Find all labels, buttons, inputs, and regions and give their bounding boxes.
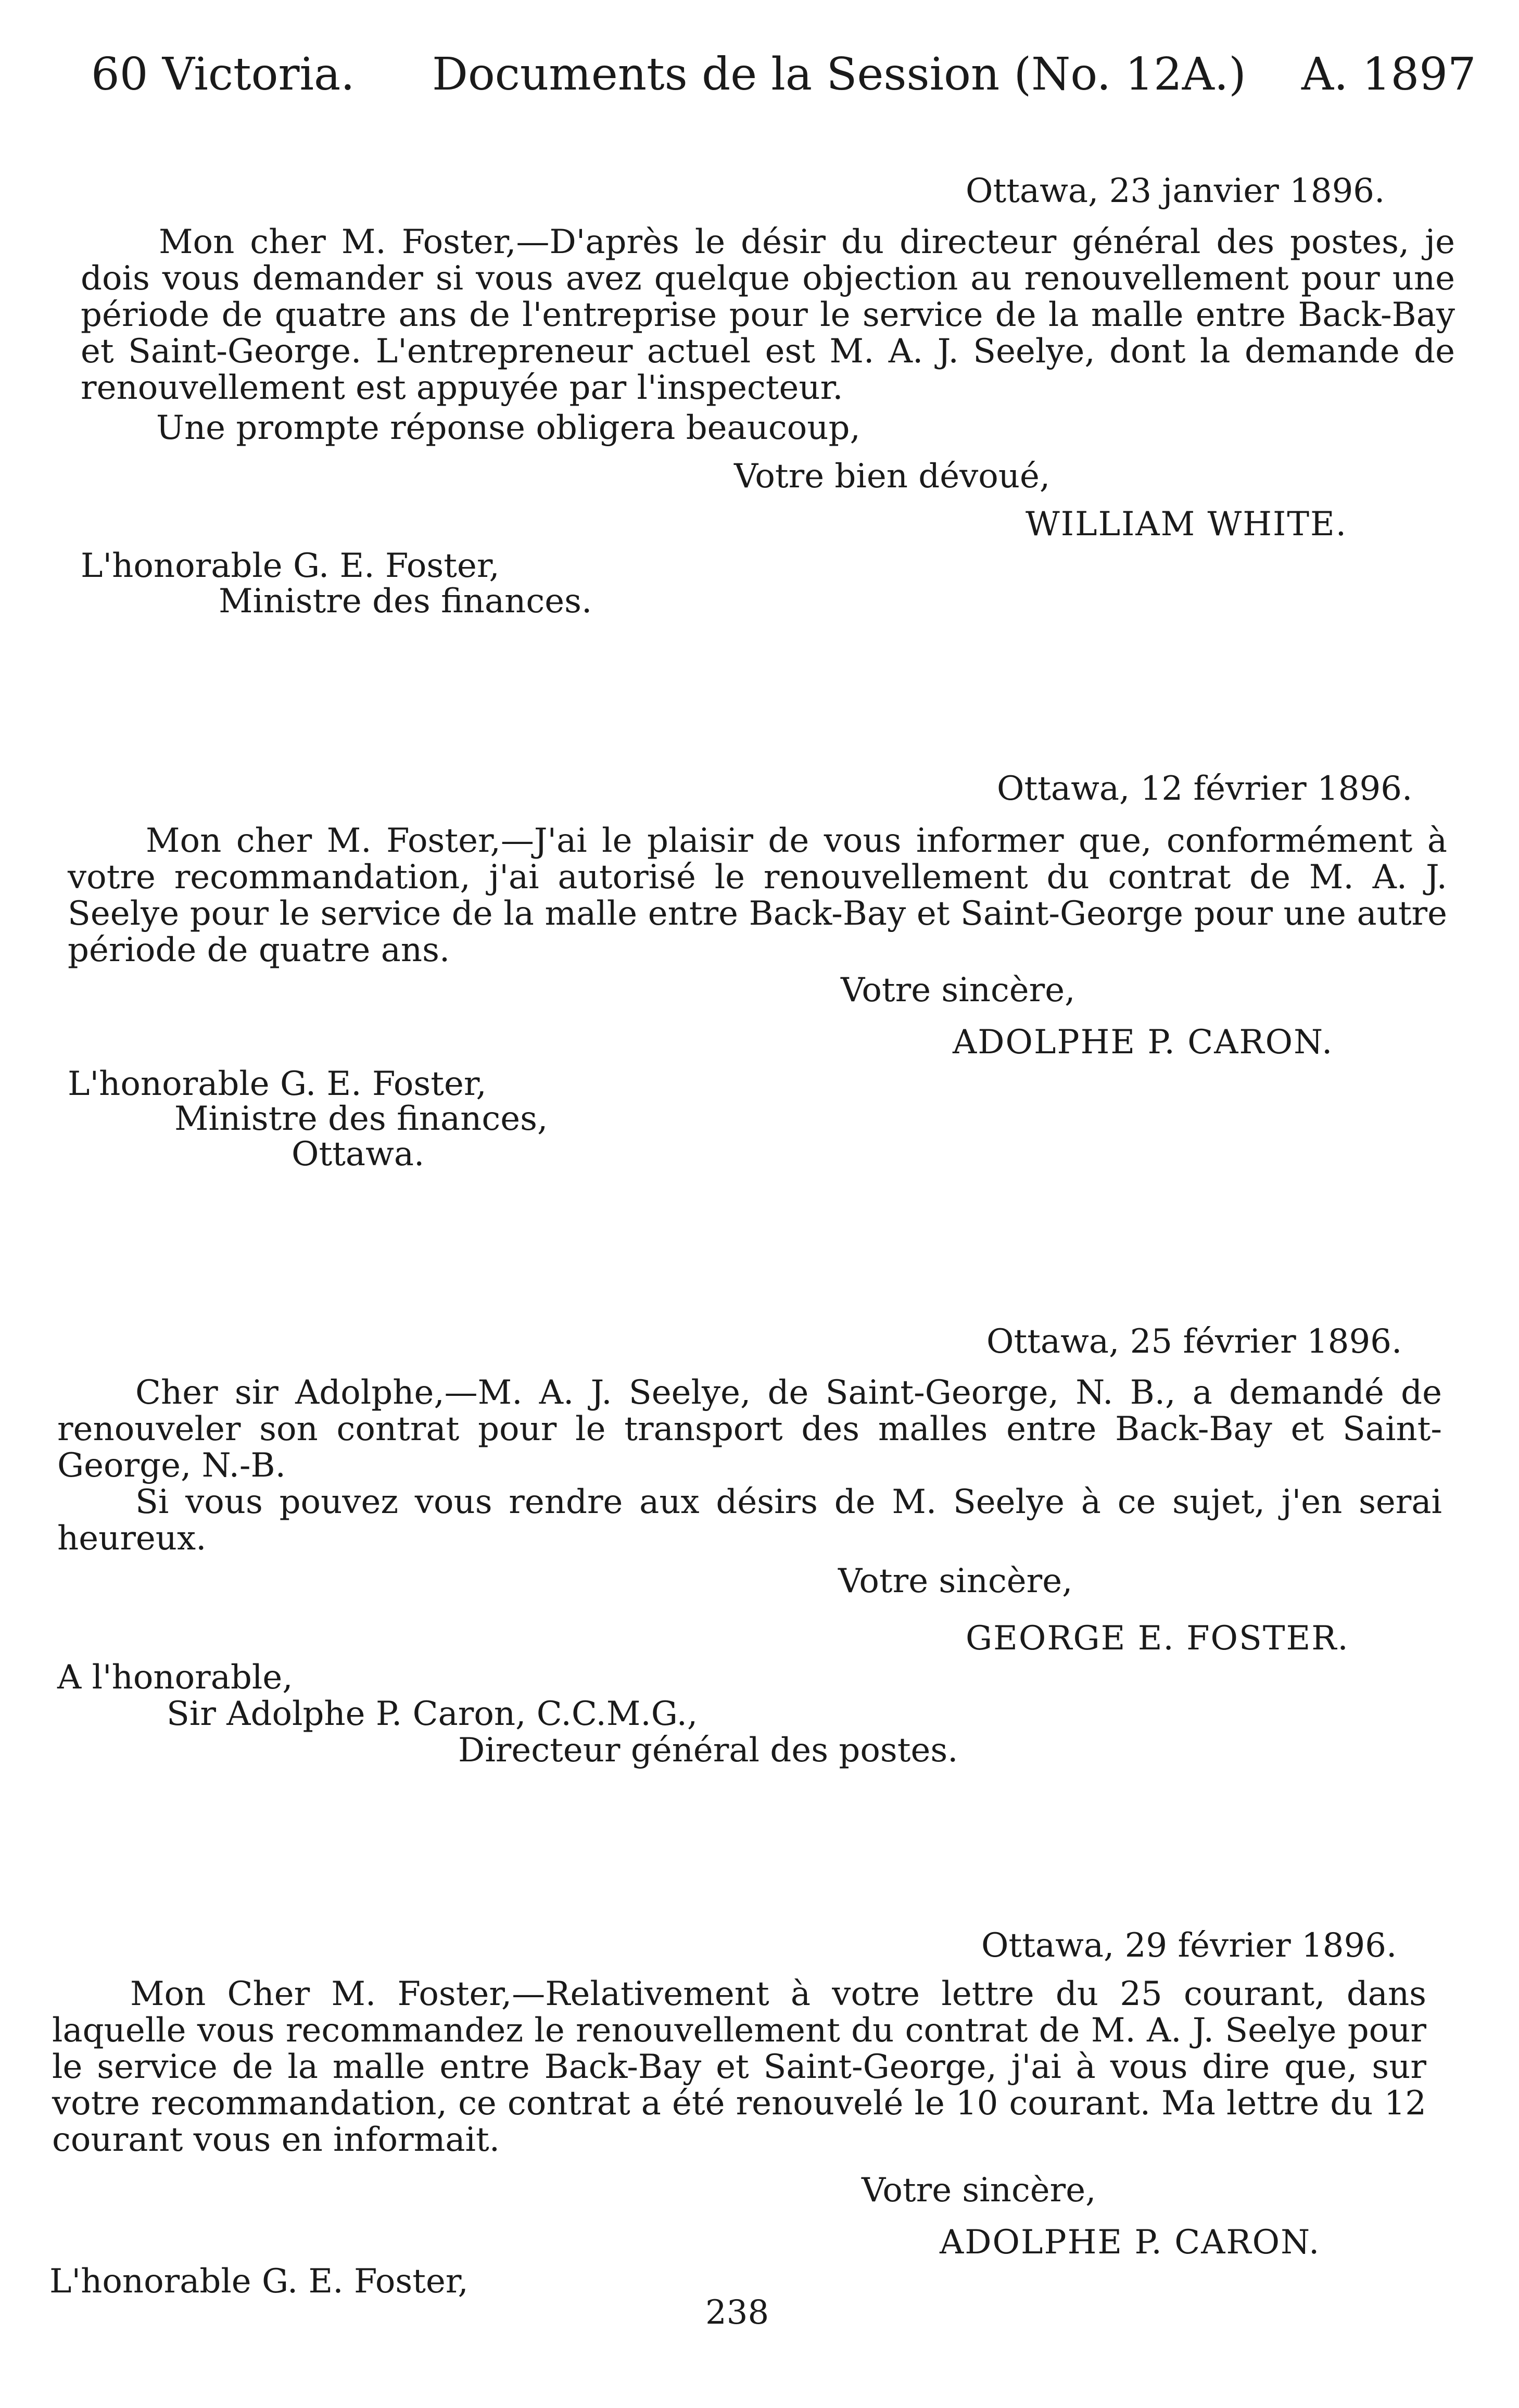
letter-body: Mon cher M. Foster,—J'ai le plaisir de vous informer que, conformément à votre recommandation, j'ai autorisé le renouvellement du contrat de M. A. J. Seelye pour le service de la malle entre Back-Bay et Saint-George pour une autre période de quatre ans.: [68, 822, 1447, 969]
letter-closing: Votre sincère,: [841, 971, 1075, 1010]
header-title: Documents de la Session (No. 12A.): [432, 48, 1246, 100]
letter-closing: Votre bien dévoué,: [734, 457, 1050, 496]
letter-closing: Votre sincère,: [838, 1562, 1073, 1600]
letter-signature: ADOLPHE P. CARON.: [940, 2223, 1321, 2262]
letter-address-line: Ministre des finances,: [174, 1100, 548, 1138]
letter-address-line: Directeur général des postes.: [458, 1731, 958, 1770]
page-number: 238: [705, 2293, 769, 2332]
letter-signature: ADOLPHE P. CARON.: [953, 1023, 1334, 1062]
letter-signature: WILLIAM WHITE.: [1026, 505, 1348, 544]
letter-date: Ottawa, 23 janvier 1896.: [966, 172, 1385, 210]
letter-address-line: A l'honorable,: [57, 1658, 293, 1697]
letter-closing: Votre sincère,: [862, 2171, 1096, 2210]
letter-signature: GEORGE E. FOSTER.: [966, 1619, 1349, 1658]
header-year: A. 1897: [1301, 48, 1476, 100]
letter-body: Mon cher M. Foster,—D'après le désir du directeur général des postes, je dois vous demander si vous avez quelque objection au renouvellement pour une période de quatre ans de l'entreprise pour le service de la malle entre Back-Bay et Saint-George. L'entrepreneur actuel est M. A. J. Seelye, dont la demande de renouvellement est appuyée par l'inspecteur.: [81, 223, 1455, 407]
letter-address-line: L'honorable G. E. Foster,: [68, 1065, 487, 1103]
letter-address-line: Ottawa.: [292, 1135, 425, 1174]
letter-address-line: L'honorable G. E. Foster,: [49, 2262, 469, 2301]
letter-body-2: Une prompte réponse obligera beaucoup,: [156, 409, 860, 447]
letter-address-line: Ministre des finances.: [219, 582, 592, 621]
letter-date: Ottawa, 25 février 1896.: [986, 1322, 1402, 1361]
letter-address-line: Sir Adolphe P. Caron, C.C.M.G.,: [167, 1695, 698, 1733]
letter-body: Cher sir Adolphe,—M. A. J. Seelye, de Saint-George, N. B., a demandé de renouveler son contrat pour le transport des malles entre Back-Bay et Saint-George, N.-B.: [57, 1373, 1442, 1485]
letter-date: Ottawa, 12 février 1896.: [997, 770, 1413, 808]
header-volume: 60 Victoria.: [91, 48, 355, 100]
letter-address-line: L'honorable G. E. Foster,: [81, 547, 500, 585]
letter-body-2: Si vous pouvez vous rendre aux désirs de M. Seelye à ce sujet, j'en serai heureux.: [57, 1483, 1442, 1558]
letter-body: Mon Cher M. Foster,—Relativement à votre lettre du 25 courant, dans laquelle vous recommandez le renouvellement du contrat de M. A. J. Seelye pour le service de la malle entre Back-Bay et Saint-George, j'ai à vous dire que, sur votre recommandation, ce contrat a été renouvelé le 10 courant. Ma lettre du 12 courant vous en informait.: [52, 1975, 1426, 2159]
letter-date: Ottawa, 29 février 1896.: [981, 1926, 1397, 1965]
